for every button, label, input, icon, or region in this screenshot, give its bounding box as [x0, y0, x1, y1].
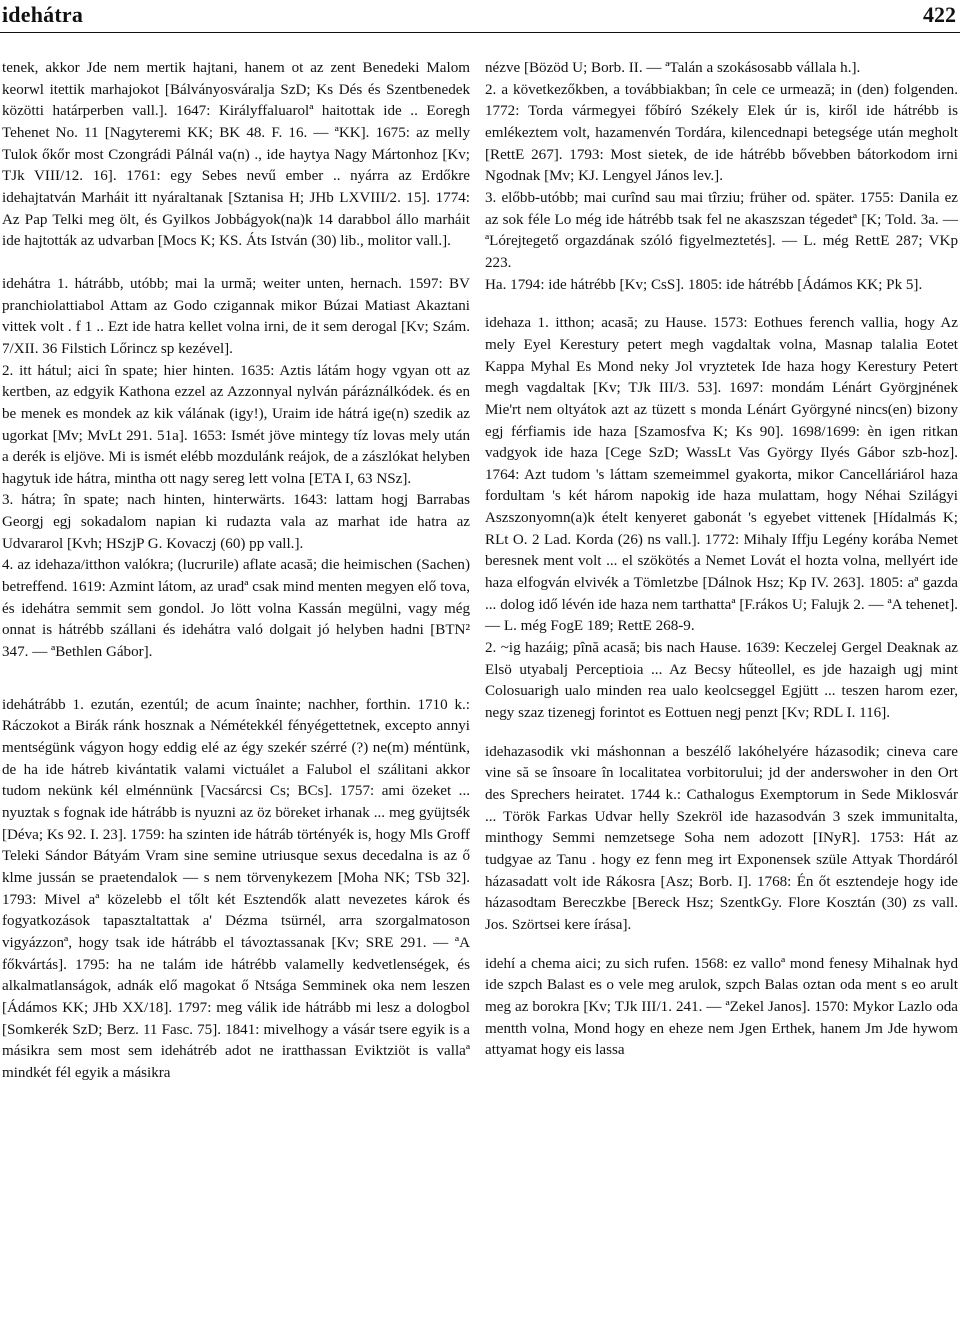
entry-paragraph: nézve [Bözöd U; Borb. II. — ªTalán a szokásosabb vállala h.].	[485, 60, 861, 76]
page-number: 422	[923, 2, 956, 27]
right-column	[485, 58, 958, 1062]
entry-paragraph: 4. az idehaza/itthon valókra; (lucrurile) aflate acasă; die heimischen (Sachen) betreffend. 1619: Azmint látom, az uradª csak mind menten megyen elő tova, és idehátra semmit sem gondol. Jo lött volna Kassán megülni, vagy még onnat is hátrébb szállani és idehátra való dolgait jó helyben hadni [BTN² 347. — ªBethlen Gábor].	[2, 557, 470, 661]
entry-paragraph: 2. itt hátul; aici în spate; hier hinten. 1635: Aztis látám hogy vgyan ott az kertben, az edgyik Kathona ezzel az Azzonnyal nylván páráználkódek. és en be menek es mondek az kik válának (igy!), Uraim ide hátrá ige(n) szedik az ugorkat [Mv; MvLt 291. 51a]. 1653: Ismét jöve mintegy tíz lovas mely után a derék is eljöve. Mi is ismét elébb mozdulánk reájok, de a zászlókat helyben hagytuk ide hátra, mintha ott nagy sereg lett volna [ETA I, 63 NSz].	[2, 362, 470, 487]
entry-paragraph: 3. hátra; în spate; nach hinten, hinterwärts. 1643: lattam hogj Barrabas Georgj egj sokadalom napian ki rudazta vala az marhat ide hatra az Udvararol [Kvh; HSzjP G. Kovaczj (60) pp vall.].	[2, 492, 470, 552]
entry-paragraph: tenek, akkor Jde nem mertik hajtani, hanem ot az zent Benedeki Malom keorwl itettik marhajokot [Bálványosváralja SzD; Ks Dés és Szentbenedek közötti határperben vall.]. 1647: Királyffaluarolª haitottak ide .. Eoregh Tehenet No. 11 [Nagyteremi KK; BK 48. F. 16. — ªKK]. 1675: az melly Tulok őkőr most Czongrádi Pálnál va(n) ., ide haytya Nagy Mártonhoz [Kv; TJk VIII/12. 16]. 1761: egy Sebes nevű ember .. nyárra az Erdőkre idehajtatván Marháit itt nyáraltanak [Sztanisa H; JHb LXVIII/2. 15]. 1774: Az Pap Telki meg ölt, és Gyilkos Jobbágyok(na)k 14 darabbol állo marháit ide hajtották az udvarban [Mocs K; KS. Áts István (30) lib., molitor vall.].	[2, 60, 470, 250]
entry-paragraph: idehátrább 1. ezután, ezentúl; de acum înainte; nachher, forthin. 1710 k.: Ráczokot a Birák ránk hosznak a Némétekkél fényégettetnek, excepto annyi mentségünk vágyon hogy eddig elé az égy szekér szérré (?) ne(m) méntünk, de ha ide hátreb kivántatik valami victuálet a Falubol el szálitani akkor tudom nekünk kél elménnünk [Vacsárcsi Cs; BCs]. 1757: ami özeket ... nyuztak s fognak ide hátrább is nyuzni az öz böreket irhanak ... meg gyüjtsék [Déva; Ks 92. I. 23]. 1759: ha szinten ide hátráb történyék is, hogy Mls Groff Teleki Sándor Bátyám Vram sine semine utriusque sexus decedalna is az ő klme jussán se praetendalok — s nem törvenykezem [Moha NK; TSb 32]. 1793: Mivel aª közelebb el tőlt két Esztendők alatt nevezetes károk és fogyatkozások tapasztaltattak a' Dézma tsürnél, arra szorgalmatoson vigyázzonª, hogy tsak ide hátrább el távoztassanak [Kv; SRE 291. — ªA főkvártás]. 1795: ha ne talám ide hátrébb valamelly kedvetlenségek, és alkalmatlanságok, adnák elő magokat ő Ntsága Semminek oka nem leszen [Ádámos KK; JHb XX/18]. 1797: meg válik ide hátrább mi lesz a dologbol [Somkerék SzD; Berz. 11 Fasc. 75]. 1841: mivelhogy a vásár tsere egyik is a másikra sem most sem idehátréb adot ne iratthassan Eviktziöt is vallaª mindkét fél egyik a másikra	[2, 696, 470, 1081]
entry-paragraph: idehazasodik vki máshonnan a beszélő lakóhelyére házasodik; cineva care vine să se însoare în localitatea vorbitorului; jd der anderswoher in den Ort des Sprechers heiratet. 1744 k.: Cathalogus Exemptorum in Sede Miklosvár ... Török Farkas Udvar helly Szekröl ide hazasodván 3 szek immunitalta, minthogy Semmi nemzetsege Soha nem adozott [INyR]. 1753: Hát az tudgyae az Tanu . hogy ez fenn meg irt Exponensek szüle Attyak Thordáról házasadatt volt ide Rákosra [Asz; Borb. I]. 1768: Én őt esztendeje hogy ide házasodtam Bereczkbe [Bereck Hsz; SzentkGy. Flore Kosztán (30) zs vall. Jos. Szörtsei kere írása].	[485, 743, 958, 933]
entry-paragraph: idehaza 1. itthon; acasă; zu Hause. 1573: Eothues ferench vallia, hogy Az mely Eyel Kerestury petert megh vagdaltak volna, Masnap talalia Eotet Kappa Myhal Es Mond neky Jol vryztetek Ide haza hogy Kerestury Petert megh vagdaltak [Kv; TJk III/3. 53]. 1697: mondám Lénárt Györgjnének Mie'rt nem oltyátok azt az tüzett s monda Lénárt Györgyné nincs(en) bizony egj férfiamis ide haza [Szamosfva K; Ks 90]. 1698/1699: èn igen ritkan vadgyok ide haza [Cege SzD; WassLt Vas György Ilyés Gábor szb-hoz]. 1764: Azt tudom 's láttam szemeimmel gyakorta, mikor Cancelláriárol haza fordultam 's két három napokig ide haza mulattam, hogy Néhai Szilágyi Aszszonyomn(a)k ételt kenyeret gabonát 's egyebet vittenek [Hídalmás K; RLt O. 2 Lad. Korda (26) ns vall.]. 1772: Mihaly Iffju Legény korába Nemet beresnek ment volt ... el szökötés a Nemet Lovát el hozta volna, mellyért ide haza elfogván elvivék a Tömletzbe [Dálnok Hsz; Kp IV. 263]. 1805: aª gazda ... dolog idő lévén ide haza nem tarthattaª [F.rákos U; Falujk 2. — ªA tehenet]. — L. még FogE 189; RettE 268-9.	[485, 315, 958, 635]
entry-paragraph: Ha. 1794: ide hátrébb [Kv; CsS]. 1805: ide hátrébb [Ádámos KK; Pk 5].	[485, 276, 923, 293]
entry-paragraph: idehátra 1. hátrább, utóbb; mai la urmă; weiter unten, hernach. 1597: BV pranchiolattiabol Attam az Godo czigannak mikor Búzai Matiast Akaztani vittek volt . f 1 .. Ezt ide hatra kellet volna irni, de it sem derogal [Kv; Szám. 7/XII. 36 Filstich Lőrincz sp kezével].	[2, 275, 470, 357]
entry-paragraph: 2. ~ig hazáig; pînă acasă; bis nach Hause. 1639: Keczelej Gergel Deaknak az Elsö utyabalj Perceptioia ... Az Becsy hűteollel, es jde hazaigh ugj mint Colosuarigh ualo minden rea ualo keolcseggel Egjütt ... teszen harom ezer, negy szaz tizenegj forintot es Eottuen negj penzt [Kv; RDL I. 116].	[485, 640, 958, 722]
left-column	[2, 58, 470, 1085]
entry-paragraph: 2. a következőkben, a továbbiakban; în cele ce urmează; in (den) folgenden. 1772: Torda vármegyei főbíró Székely Elek úr is, kiről ide hátrébb is emlékeztem volt, hazamenvén Tordára, kilencednapi betegsége után megholt [RettE 267]. 1793: Most sietek, de ide hátrébb bővebben bátorkodom irni Ngodnak [Mv; KJ. Lengyel János lev.].	[485, 81, 958, 185]
running-headword: idehátra	[2, 2, 84, 27]
entry-paragraph: idehí a chema aici; zu sich rufen. 1568: ez valloª mond fenesy Mihalnak hyd ide szpch Balast es o vele meg arulok, szpch Balas oztan oda ment s eo arult meg az borokra [Kv; TJk III/1. 241. — ªZekel Janos]. 1570: Mykor Lazlo oda mentth volna, Mond hogy en eheze nem Jgen Erthek, hanem Jm Jde hywom attyamat hogy eis lassa	[485, 955, 958, 1059]
page-header	[0, 0, 960, 36]
header-rule	[0, 32, 960, 33]
entry-paragraph: 3. előbb-utóbb; mai curînd sau mai tîrziu; früher od. später. 1755: Danila ez az sok féle Lo még ide hátrébb tsak fel ne akaszszan tégedetª [K; Told. 3a. — ªLórejtegető orgazdának szóló figyelmeztetés]. — L. még RettE 287; VKp 223.	[485, 189, 958, 271]
